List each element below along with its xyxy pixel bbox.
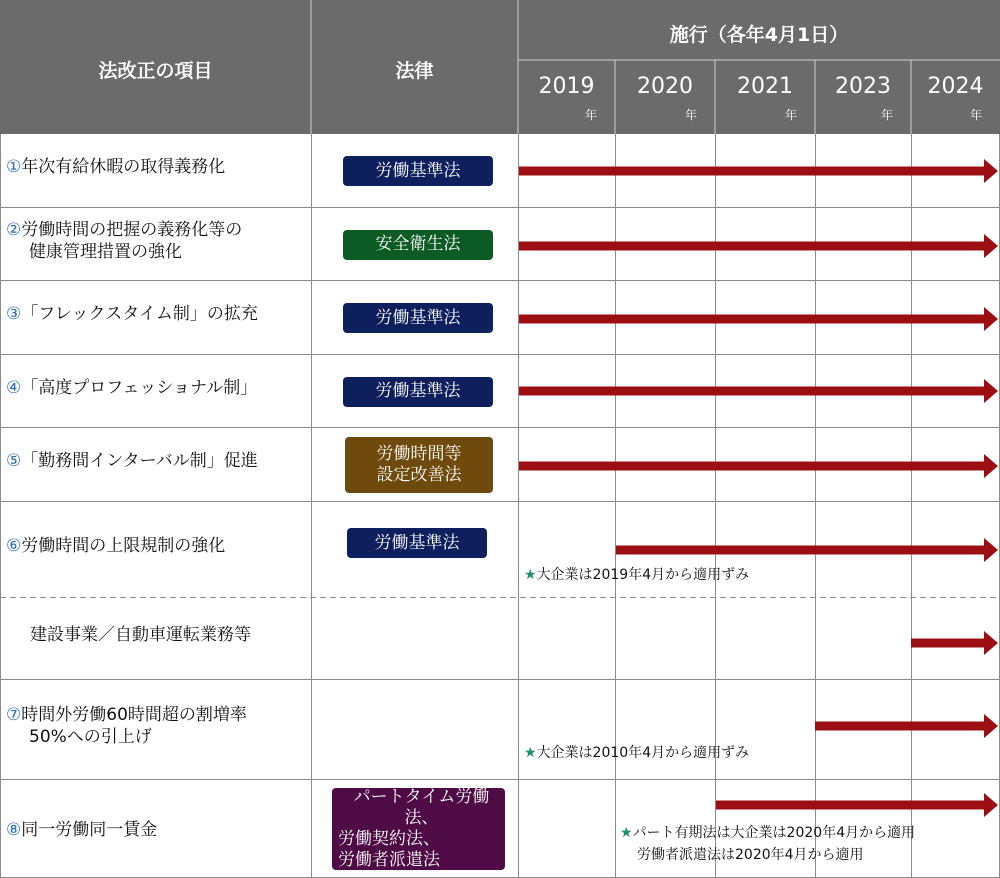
law-name-line: 労働基準法 — [375, 307, 461, 328]
item-text-line: 建設事業／自動車運転業務等 — [30, 625, 251, 645]
law-name-line: 労働契約法、 — [338, 829, 440, 849]
item-number: ① — [6, 157, 22, 177]
footnote-text: 大企業は2019年4月から適用ずみ — [536, 567, 750, 583]
reform-item-label — [6, 450, 258, 472]
item-text-line: 50%への引上げ — [29, 727, 152, 747]
year-suffix: 年 — [970, 108, 983, 122]
law-badge — [343, 303, 493, 333]
footnote — [620, 822, 915, 842]
item-number: ⑦ — [6, 705, 22, 725]
reform-item-label — [6, 303, 258, 325]
header-effective-date: 施行（各年4月1日） — [669, 24, 849, 46]
footnote — [524, 742, 749, 762]
header-item-column: 法改正の項目 — [98, 60, 213, 82]
law-badge — [343, 230, 493, 260]
footnote-text: 大企業は2010年4月から適用ずみ — [536, 745, 750, 761]
law-name-line: 設定改善法 — [376, 465, 462, 485]
item-text-line: 労働時間の把握の義務化等の — [21, 219, 243, 240]
year-suffix: 年 — [785, 108, 798, 122]
reform-item-label — [6, 156, 225, 178]
item-number: ② — [6, 219, 22, 240]
item-text-line: 「フレックスタイム制」の拡充 — [21, 304, 258, 324]
item-text-line: 「高度プロフェッショナル制」 — [21, 377, 258, 398]
star-icon: ★ — [524, 745, 537, 761]
item-number: ③ — [6, 304, 22, 324]
law-badge — [343, 377, 493, 407]
item-number: ⑤ — [6, 451, 22, 471]
item-text-line: 同一労働同一賃金 — [21, 820, 158, 840]
law-badge — [347, 528, 487, 558]
star-icon: ★ — [620, 825, 633, 841]
footnote — [524, 564, 749, 584]
effective-period-arrow — [519, 454, 998, 478]
law-badge — [345, 437, 493, 493]
item-text-line: 時間外労働60時間超の割増率 — [21, 705, 247, 725]
year-label: 2020 — [637, 74, 693, 99]
reform-item-label — [6, 535, 225, 557]
reform-item-label — [30, 624, 251, 646]
law-badge — [332, 788, 505, 870]
item-text-line: 労働時間の上限規制の強化 — [21, 536, 226, 556]
footnote — [637, 844, 864, 864]
law-name-line: 労働者派遣法 — [338, 850, 440, 870]
reform-item-label — [6, 219, 242, 263]
year-label: 2024 — [927, 74, 984, 99]
item-text-line: 年次有給休暇の取得義務化 — [21, 157, 226, 177]
header-law-column: 法律 — [395, 60, 434, 82]
effective-period-arrow — [519, 379, 998, 403]
reform-item-label — [6, 819, 157, 841]
year-suffix: 年 — [881, 108, 894, 122]
effective-period-arrow — [519, 159, 998, 183]
effective-period-arrow — [519, 307, 998, 331]
item-text-line: 「勤務間インターバル制」促進 — [21, 451, 258, 471]
effective-period-arrow — [911, 631, 998, 655]
year-label: 2023 — [835, 74, 891, 99]
item-text-line: 健康管理措置の強化 — [29, 241, 182, 262]
law-name-line: 労働基準法 — [374, 532, 460, 553]
year-suffix: 年 — [585, 108, 598, 122]
star-icon: ★ — [524, 567, 537, 583]
reform-item-label — [6, 704, 247, 748]
law-name-line: 労働時間等 — [376, 444, 462, 464]
reform-item-label — [6, 377, 257, 399]
year-label: 2021 — [737, 74, 793, 99]
item-number: ⑧ — [6, 820, 22, 840]
item-number: ④ — [6, 377, 22, 398]
effective-period-arrow — [616, 538, 998, 562]
law-name-line: 労働基準法 — [375, 381, 461, 401]
effective-period-arrow — [716, 793, 998, 817]
law-name-line: パートタイム労働法、 — [353, 787, 490, 828]
footnote-text: パート有期法は大企業は2020年4月から適用 — [632, 825, 916, 841]
law-name-line: 労働基準法 — [375, 160, 461, 181]
year-label: 2019 — [538, 74, 595, 99]
effective-period-arrow — [815, 714, 998, 738]
effective-period-arrow — [519, 234, 998, 258]
item-number: ⑥ — [6, 536, 22, 556]
law-name-line: 安全衛生法 — [375, 234, 461, 254]
law-badge — [343, 156, 493, 186]
footnote-text: 労働者派遣法は2020年4月から適用 — [637, 847, 864, 863]
year-suffix: 年 — [685, 108, 698, 122]
